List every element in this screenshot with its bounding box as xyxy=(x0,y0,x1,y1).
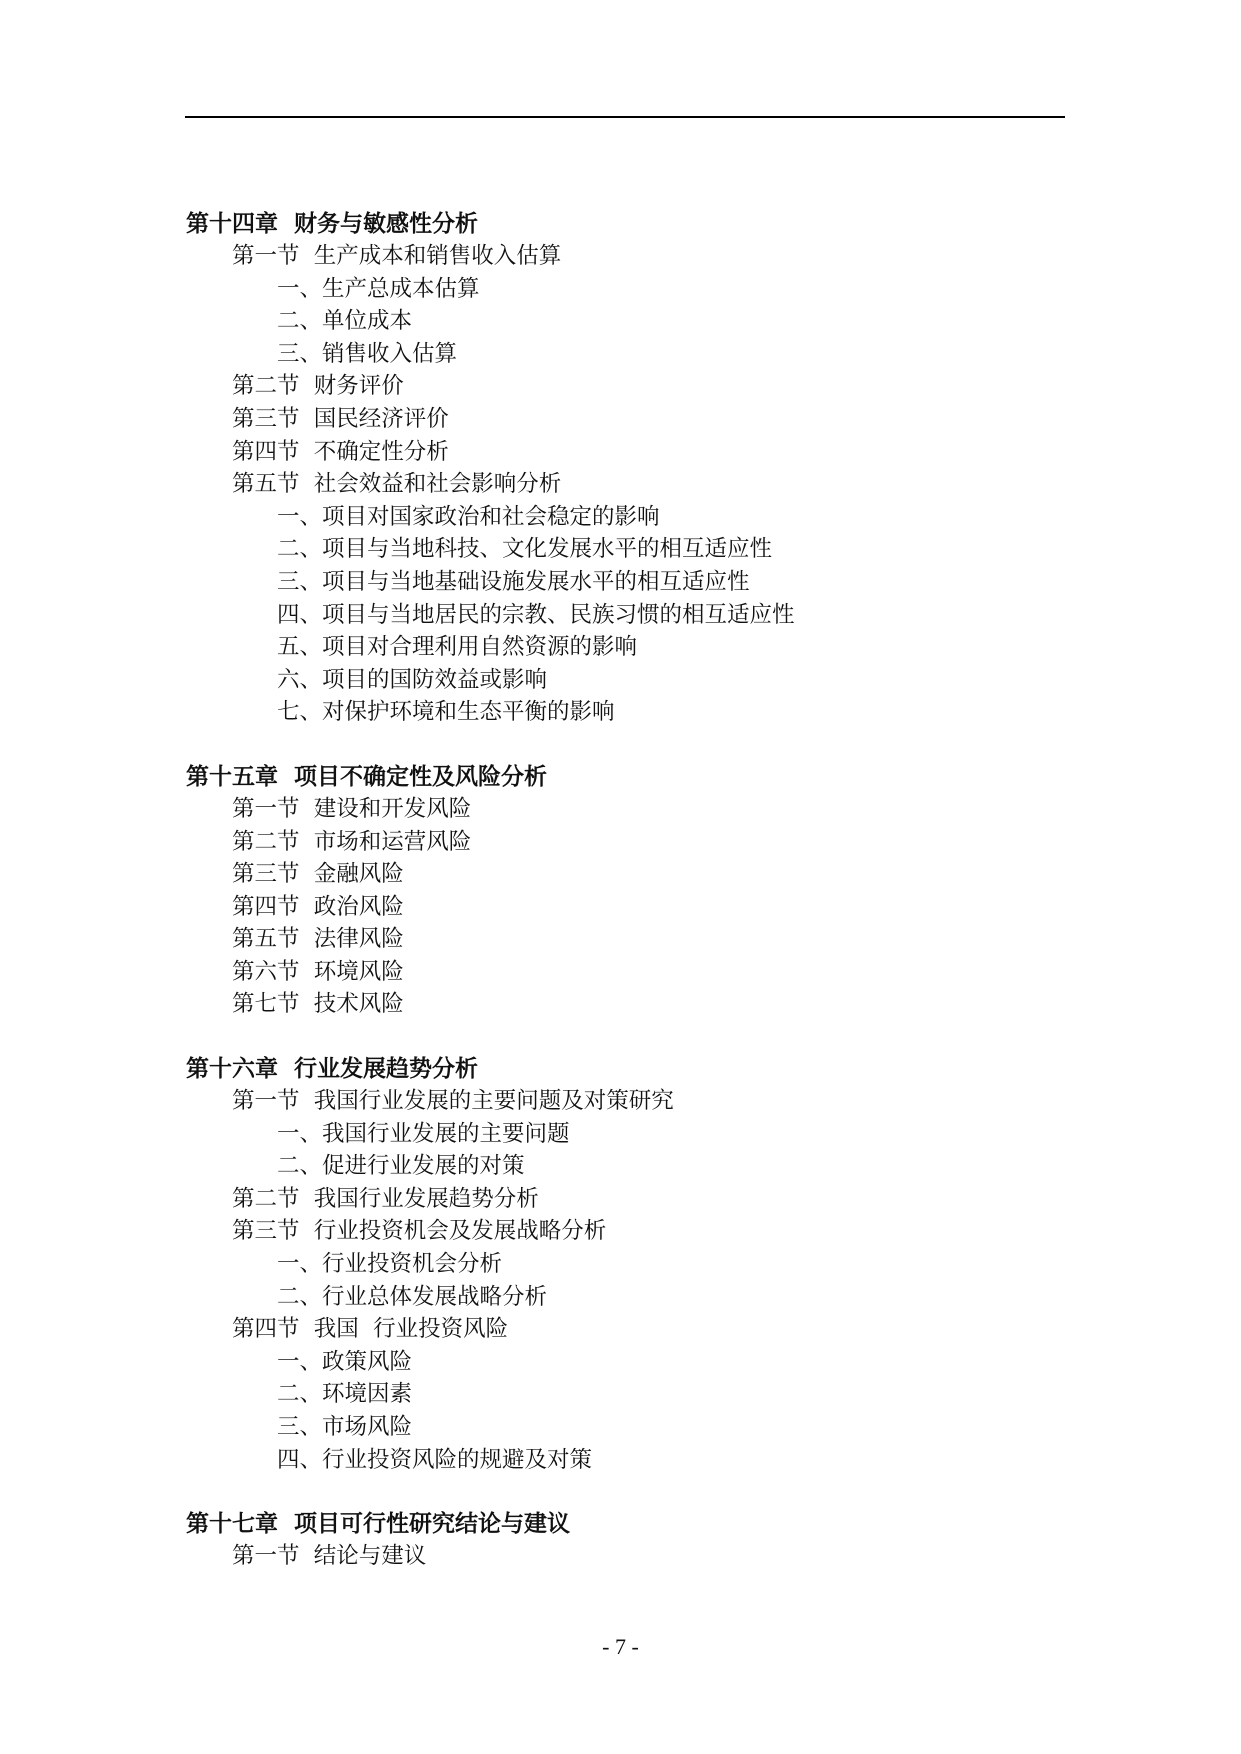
toc-subsection[interactable]: 一、政策风险 xyxy=(277,1348,413,1375)
toc-section[interactable]: 第四节 不确定性分析 xyxy=(232,438,449,465)
toc-subsection[interactable]: 二、项目与当地科技、文化发展水平的相互适应性 xyxy=(277,536,773,563)
table-of-contents xyxy=(186,208,1086,1573)
toc-subsection[interactable]: 三、销售收入估算 xyxy=(277,340,458,367)
chapter-heading[interactable]: 第十七章 项目可行性研究结论与建议 xyxy=(186,1511,571,1538)
chapter-heading[interactable]: 第十五章 项目不确定性及风险分析 xyxy=(186,763,548,790)
toc-subsection[interactable]: 一、生产总成本估算 xyxy=(277,275,480,302)
toc-section[interactable]: 第五节 社会效益和社会影响分析 xyxy=(232,471,562,498)
toc-section[interactable]: 第三节 金融风险 xyxy=(232,861,404,888)
toc-subsection[interactable]: 五、项目对合理利用自然资源的影响 xyxy=(277,634,638,661)
toc-section[interactable]: 第二节 财务评价 xyxy=(232,373,404,400)
toc-subsection[interactable]: 三、市场风险 xyxy=(277,1414,413,1440)
page-number: - 7 - xyxy=(602,1634,639,1659)
toc-subsection[interactable]: 二、行业总体发展战略分析 xyxy=(277,1283,548,1310)
toc-subsection[interactable]: 六、项目的国防效益或影响 xyxy=(277,666,548,693)
toc-section[interactable]: 第二节 我国行业发展趋势分析 xyxy=(232,1185,539,1212)
toc-section[interactable]: 第二节 市场和运营风险 xyxy=(232,828,472,855)
chapter-heading[interactable]: 第十六章 行业发展趋势分析 xyxy=(186,1056,479,1083)
toc-subsection[interactable]: 一、我国行业发展的主要问题 xyxy=(277,1120,570,1147)
toc-subsection[interactable]: 四、行业投资风险的规避及对策 xyxy=(277,1446,593,1473)
toc-section[interactable]: 第三节 行业投资机会及发展战略分析 xyxy=(232,1218,607,1245)
header-rule xyxy=(185,116,1065,118)
toc-section[interactable]: 第三节 国民经济评价 xyxy=(232,405,449,432)
toc-subsection[interactable]: 二、环境因素 xyxy=(277,1381,413,1408)
toc-section[interactable]: 第四节 政治风险 xyxy=(232,893,404,920)
toc-subsection[interactable]: 二、促进行业发展的对策 xyxy=(277,1153,525,1180)
toc-section[interactable]: 第四节 我国 行业投资风险 xyxy=(232,1316,509,1343)
toc-subsection[interactable]: 一、行业投资机会分析 xyxy=(277,1251,503,1278)
toc-subsection[interactable]: 三、项目与当地基础设施发展水平的相互适应性 xyxy=(277,568,750,595)
toc-section[interactable]: 第七节 技术风险 xyxy=(232,991,404,1018)
toc-subsection[interactable]: 二、单位成本 xyxy=(277,308,413,335)
toc-section[interactable]: 第一节 生产成本和销售收入估算 xyxy=(232,243,562,269)
toc-subsection[interactable]: 七、对保护环境和生态平衡的影响 xyxy=(277,699,615,726)
toc-section[interactable]: 第一节 建设和开发风险 xyxy=(232,795,472,822)
toc-section[interactable]: 第五节 法律风险 xyxy=(232,926,404,953)
toc-subsection[interactable]: 四、项目与当地居民的宗教、民族习惯的相互适应性 xyxy=(277,601,795,628)
toc-subsection[interactable]: 一、项目对国家政治和社会稳定的影响 xyxy=(277,503,660,530)
toc-section[interactable]: 第一节 我国行业发展的主要问题及对策研究 xyxy=(232,1088,674,1115)
chapter-heading[interactable]: 第十四章 财务与敏感性分析 xyxy=(186,211,479,237)
toc-section[interactable]: 第六节 环境风险 xyxy=(232,958,404,985)
toc-section[interactable]: 第一节 结论与建议 xyxy=(232,1543,427,1570)
